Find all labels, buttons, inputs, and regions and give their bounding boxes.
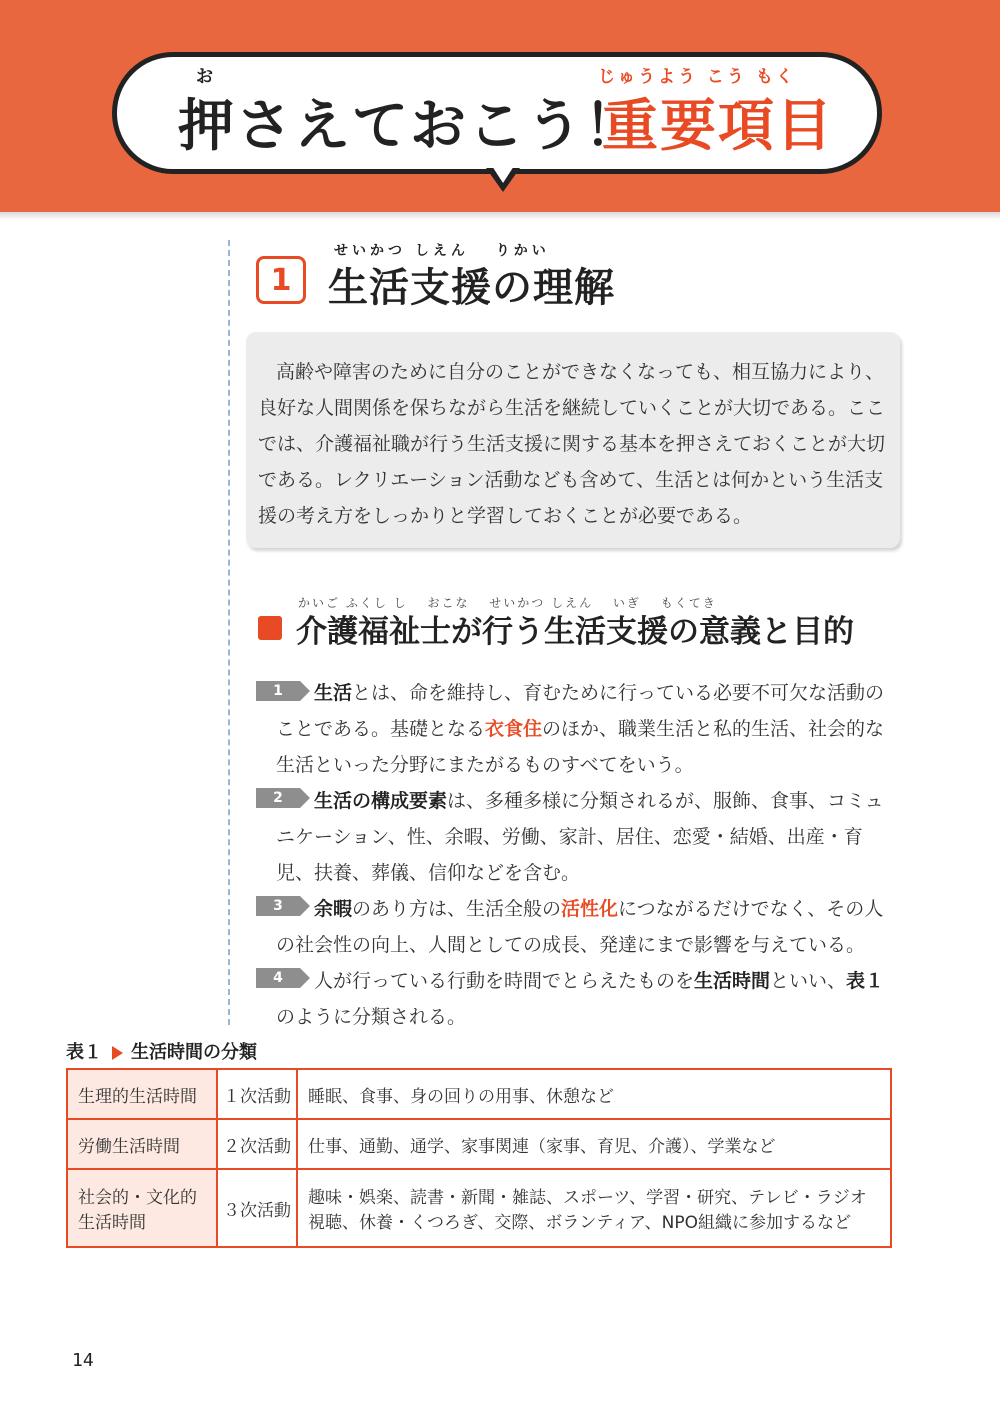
item-line: 余暇のあり方は、生活全般の活性化につながるだけでなく、その人 <box>314 898 884 920</box>
section-title: 生活支援の理解 <box>328 265 615 311</box>
table-cell-examples: 趣味・娯楽、読書・新聞・雑誌、スポーツ、学習・研究、テレビ・ラジオ 視聴、休養・くつろぎ、交際、ボランティア、NPO組織に参加するなど <box>297 1169 891 1247</box>
intro-line: である。レクリエーション活動なども含めて、生活とは何かという生活支 <box>258 469 884 491</box>
table-cell-examples: 仕事、通勤、通学、家事関連（家事、育児、介護）、学業など <box>297 1119 891 1169</box>
table-cell-level: ３次活動 <box>217 1169 297 1247</box>
intro-line: 援の考え方をしっかりと学習しておくことが必要である。 <box>258 505 753 527</box>
item-line: 生活とは、命を維持し、育むために行っている必要不可欠な活動の <box>314 682 885 704</box>
page-number: 14 <box>72 1350 94 1371</box>
item-line: ことである。基礎となる衣食住のほか、職業生活と私的生活、社会的な <box>276 718 885 740</box>
item-tag: 2 <box>256 788 310 808</box>
item-line: のように分類される。 <box>276 1006 467 1028</box>
table-cell-examples: 睡眠、食事、身の回りの用事、休憩など <box>297 1069 891 1119</box>
table-row <box>67 1119 891 1169</box>
item-line: 生活といった分野にまたがるものすべてをいう。 <box>276 754 694 776</box>
living-time-table <box>66 1068 892 1248</box>
page-title-main: 押さえておこう！ <box>178 94 642 159</box>
item-line: ニケーション、性、余暇、労働、家計、居住、恋愛・結婚、出産・育 <box>276 826 863 848</box>
dashed-guide <box>228 240 230 1025</box>
item-line: の社会性の向上、人間としての成長、発達にまで影響を与えている。 <box>276 934 866 956</box>
table-cell-level: ２次活動 <box>217 1119 297 1169</box>
table-cell-category: 生理的生活時間 <box>67 1069 217 1119</box>
section-title-ruby: せいかつ しえん りかい <box>334 243 550 259</box>
item-tag: 4 <box>256 968 310 988</box>
title-ruby-2: じゅうよう こう もく <box>598 67 796 87</box>
item-line: 児、扶養、葬儀、信仰などを含む。 <box>276 862 581 884</box>
caption-arrow-icon <box>112 1046 123 1060</box>
table-cell-level: １次活動 <box>217 1069 297 1119</box>
item-tag: 1 <box>256 681 310 701</box>
table-cell-category: 労働生活時間 <box>67 1119 217 1169</box>
intro-line: 良好な人間関係を保ちながら生活を継続していくことが大切である。ここ <box>258 397 886 419</box>
table-caption: 表１ 生活時間の分類 <box>66 1042 257 1063</box>
section-number-badge: 1 <box>256 256 306 304</box>
subsection-bullet <box>258 616 282 640</box>
page-title-highlight: 重要項目 <box>602 94 834 159</box>
title-ruby-1: お <box>196 67 216 87</box>
table-row <box>67 1069 891 1119</box>
item-line: 人が行っている行動を時間でとらえたものを生活時間といい、表１ <box>314 970 885 992</box>
subsection-title: 介護福祉士が行う生活支援の意義と目的 <box>296 614 854 650</box>
item-line: 生活の構成要素は、多種多様に分類されるが、服飾、食事、コミュ <box>314 790 884 812</box>
intro-line: 高齢や障害のために自分のことができなくなっても、相互協力により、 <box>276 361 885 383</box>
table-cell-category: 社会的・文化的 生活時間 <box>67 1169 217 1247</box>
item-tag: 3 <box>256 896 310 916</box>
table-row <box>67 1169 891 1247</box>
subsection-title-ruby: かいご ふくし し おこな せいかつ しえん いぎ もくてき <box>298 596 717 610</box>
intro-line: では、介護福祉職が行う生活支援に関する基本を押さえておくことが大切 <box>258 433 886 455</box>
